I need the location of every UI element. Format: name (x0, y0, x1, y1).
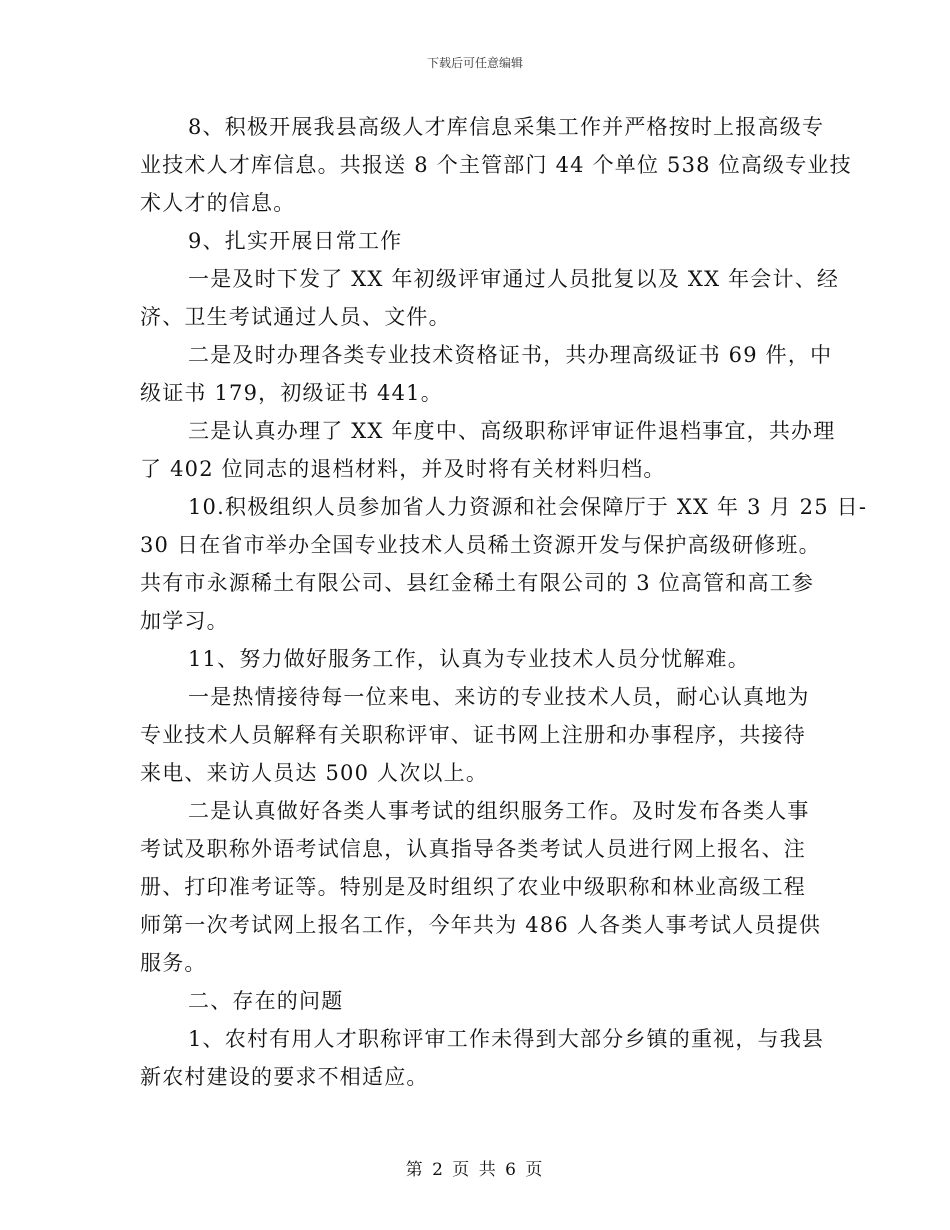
text-line: 服务。 (140, 951, 207, 975)
paragraph-10 (140, 488, 868, 640)
section-heading-problems (140, 982, 812, 1020)
paragraph-9-item-2 (140, 336, 833, 412)
paragraph-8 (140, 108, 852, 222)
paragraph-11-item-1 (140, 678, 812, 792)
text-line: 9、扎实开展日常工作 (188, 229, 403, 253)
text-line: 二是及时办理各类专业技术资格证书，共办理高级证书 69 件，中 (188, 343, 833, 367)
text-line: 共有市永源稀土有限公司、县红金稀土有限公司的 3 位高管和高工参 (140, 571, 815, 595)
text-line: 业技术人才库信息。共报送 8 个主管部门 44 个单位 538 位高级专业技 (140, 153, 852, 177)
text-line: 一是热情接待每一位来电、来访的专业技术人员，耐心认真地为 (188, 685, 810, 709)
paragraph-9-item-1 (140, 260, 840, 336)
text-line: 二是认真做好各类人事考试的组织服务工作。及时发布各类人事 (188, 799, 810, 823)
text-line: 师第一次考试网上报名工作，今年共为 486 人各类人事考试人员提供 (140, 913, 822, 937)
text-line: 了 402 位同志的退档材料，并及时将有关材料归档。 (140, 457, 666, 481)
paragraph-9-item-3 (140, 412, 836, 488)
text-line: 三是认真办理了 XX 年度中、高级职称评审证件退档事宜，共办理 (188, 419, 836, 443)
text-line: 专业技术人员解释有关职称评审、证书网上注册和办事程序，共接待 (140, 723, 806, 747)
text-line: 新农村建设的要求不相适应。 (140, 1065, 429, 1089)
text-line: 1、农村有用人才职称评审工作未得到大部分乡镇的重视，与我县 (188, 1027, 825, 1051)
text-line: 11、努力做好服务工作，认真为专业技术人员分忧解难。 (188, 647, 750, 671)
text-line: 级证书 179，初级证书 441。 (140, 381, 443, 405)
text-line: 册、打印准考证等。特别是及时组织了农业中级职称和林业高级工程 (140, 875, 806, 899)
text-line: 加学习。 (140, 609, 229, 633)
paragraph-9 (140, 222, 812, 260)
text-line: 30 日在省市举办全国专业技术人员稀土资源开发与保护高级研修班。 (140, 533, 821, 557)
text-line: 来电、来访人员达 500 人次以上。 (140, 761, 489, 785)
document-body (140, 108, 868, 1096)
paragraph-11 (140, 640, 812, 678)
page-header-note: 下载后可任意编辑 (426, 56, 523, 70)
paragraph-11-item-2 (140, 792, 822, 982)
text-line: 二、存在的问题 (188, 989, 344, 1013)
text-line: 10.积极组织人员参加省人力资源和社会保障厅于 XX 年 3 月 25 日- (188, 495, 868, 519)
text-line: 术人才的信息。 (140, 191, 296, 215)
text-line: 考试及职称外语考试信息，认真指导各类考试人员进行网上报名、注 (140, 837, 806, 861)
problem-item-1 (140, 1020, 825, 1096)
text-line: 济、卫生考试通过人员、文件。 (140, 305, 451, 329)
text-line: 一是及时下发了 XX 年初级评审通过人员批复以及 XX 年会计、经 (188, 267, 840, 291)
page-number-footer: 第 2 页 共 6 页 (405, 1160, 545, 1180)
text-line: 8、积极开展我县高级人才库信息采集工作并严格按时上报高级专 (188, 115, 825, 139)
